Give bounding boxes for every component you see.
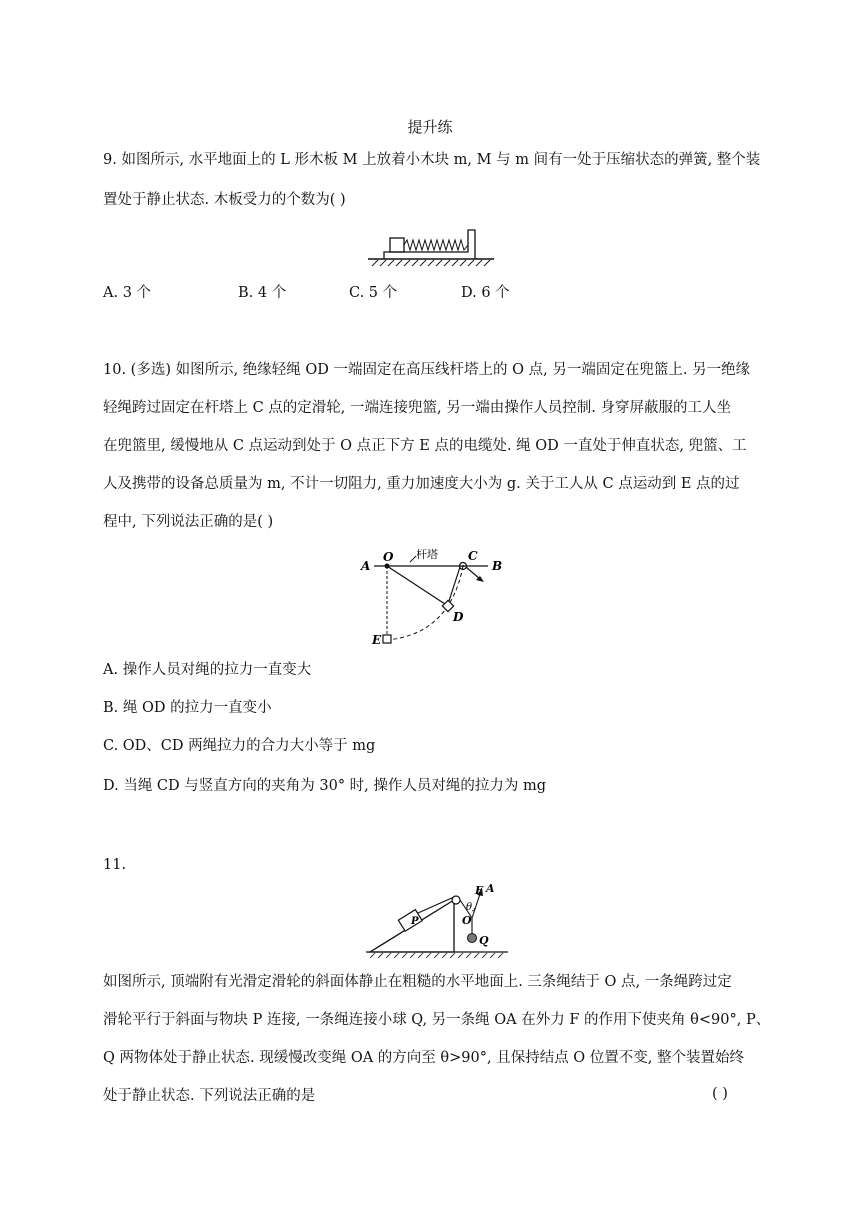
q11-line-2: 滑轮平行于斜面与物块 P 连接, 一条绳连接小球 Q, 另一条绳 OA 在外力 F 的作用下使夹角 θ<90°, P、: [103, 1012, 771, 1028]
q10-line-5: 程中, 下列说法正确的是( ): [103, 514, 274, 530]
q10-option-c: C. OD、CD 两绳拉力的合力大小等于 mg: [103, 738, 376, 754]
q10-figure: [350, 546, 510, 652]
q10-option-a: A. 操作人员对绳的拉力一直变大: [103, 662, 312, 678]
q11-figure: [362, 880, 512, 960]
q9-line-1: 9. 如图所示, 水平地面上的 L 形木板 M 上放着小木块 m, M 与 m 间有一处于压缩状态的弹簧, 整个装: [103, 152, 761, 168]
q10-line-2: 轻绳跨过固定在杆塔上 C 点的定滑轮, 一端连接兜篮, 另一端由操作人员控制. 身穿屏蔽服的工人坐: [103, 400, 731, 416]
q9-line-2: 置处于静止状态. 木板受力的个数为( ): [103, 192, 346, 208]
q9-option-b: B. 4 个: [238, 285, 287, 301]
q9-option-a: A. 3 个: [103, 285, 152, 301]
fig10-label-o: O: [383, 550, 394, 564]
fig11-label-q: Q: [479, 934, 489, 947]
q10-line-4: 人及携带的设备总质量为 m, 不计一切阻力, 重力加速度大小为 g. 关于工人从 C 点运动到 E 点的过: [103, 476, 740, 492]
q11-line-1: 如图所示, 顶端附有光滑定滑轮的斜面体静止在粗糙的水平地面上. 三条绳结于 O 点, 一条绳跨过定: [103, 974, 732, 990]
section-title: 提升练: [407, 118, 453, 136]
q11-line-3: Q 两物体处于静止状态. 现缓慢改变绳 OA 的方向至 θ>90°, 且保持结点 O 位置不变, 整个装置始终: [103, 1050, 745, 1066]
q10-line-3: 在兜篮里, 缓慢地从 C 点运动到处于 O 点正下方 E 点的电缆处. 绳 OD 一直处于伸直状态, 兜篮、工: [103, 438, 747, 454]
q11-answer-paren: ( ): [712, 1086, 728, 1102]
q9-option-c: C. 5 个: [349, 285, 398, 301]
fig11-label-o: O: [462, 914, 472, 927]
fig10-label-e: E: [372, 633, 382, 647]
q11-line-4: 处于静止状态. 下列说法正确的是: [103, 1088, 316, 1104]
fig10-label-b: B: [492, 559, 503, 573]
q9-figure: [362, 226, 502, 268]
fig10-label-c: C: [468, 549, 478, 563]
fig10-label-d: D: [453, 610, 464, 624]
q9-option-d: D. 6 个: [461, 285, 510, 301]
fig11-label-a: A: [486, 882, 495, 895]
q10-line-1: 10. (多选) 如图所示, 绝缘轻绳 OD 一端固定在高压线杆塔上的 O 点, 另一端固定在兜篮上. 另一绝缘: [103, 362, 751, 378]
q10-option-d: D. 当绳 CD 与竖直方向的夹角为 30° 时, 操作人员对绳的拉力为 mg: [103, 778, 547, 794]
q10-option-b: B. 绳 OD 的拉力一直变小: [103, 700, 272, 716]
fig11-label-f: F: [475, 884, 483, 897]
fig11-label-p: P: [411, 916, 419, 927]
fig10-label-tower: 杆塔: [416, 548, 438, 561]
fig11-label-theta: θ: [466, 902, 473, 913]
fig10-label-a: A: [361, 559, 371, 573]
q11-number: 11.: [103, 857, 127, 873]
